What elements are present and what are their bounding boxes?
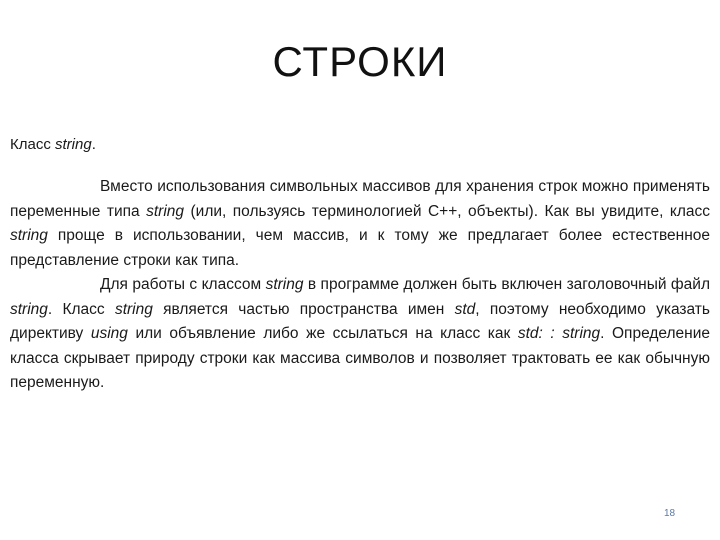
text-term: string xyxy=(114,300,153,318)
text-run: или объявление либо же ссылаться на класс как xyxy=(127,325,518,342)
text-term: using xyxy=(90,325,128,342)
text-term: std: : string xyxy=(517,325,601,342)
text-run: является частью пространства имен xyxy=(152,300,455,318)
text-term: string xyxy=(10,300,48,318)
subtitle-suffix: . xyxy=(91,136,96,153)
text-term: string xyxy=(10,227,48,244)
text-term: std xyxy=(454,300,476,318)
subtitle-term: string xyxy=(55,136,92,153)
slide-subtitle xyxy=(10,136,96,153)
subtitle-prefix: Класс xyxy=(10,136,55,153)
slide-title: СТРОКИ xyxy=(272,38,448,85)
text-run: . Определение класса скрывает природу строки как массива символов и позволяет трактовать ее как обычную переменную. xyxy=(10,325,711,391)
text-run: Вместо использования символьных массивов для хранения строк можно применять переменные типа xyxy=(10,178,710,220)
text-run: проще в использовании, чем массив, и к тому же предлагает более естественное представление строки как типа. xyxy=(10,227,710,269)
text-term: string xyxy=(146,202,185,220)
paragraph-1 xyxy=(10,175,710,273)
paragraph-2 xyxy=(10,273,710,396)
text-run: . Класс xyxy=(47,300,115,318)
slide-body xyxy=(10,175,710,396)
text-run: (или, пользуясь терминологией С++, объекты). Как вы увидите, класс xyxy=(184,202,710,220)
page-number: 18 xyxy=(664,508,676,519)
text-run: в программе должен быть включен заголовочный файл xyxy=(303,276,711,293)
text-term: string xyxy=(265,276,304,293)
text-run: , поэтому необходимо указать директиву xyxy=(10,300,710,342)
text-run: Для работы с классом xyxy=(100,276,266,293)
